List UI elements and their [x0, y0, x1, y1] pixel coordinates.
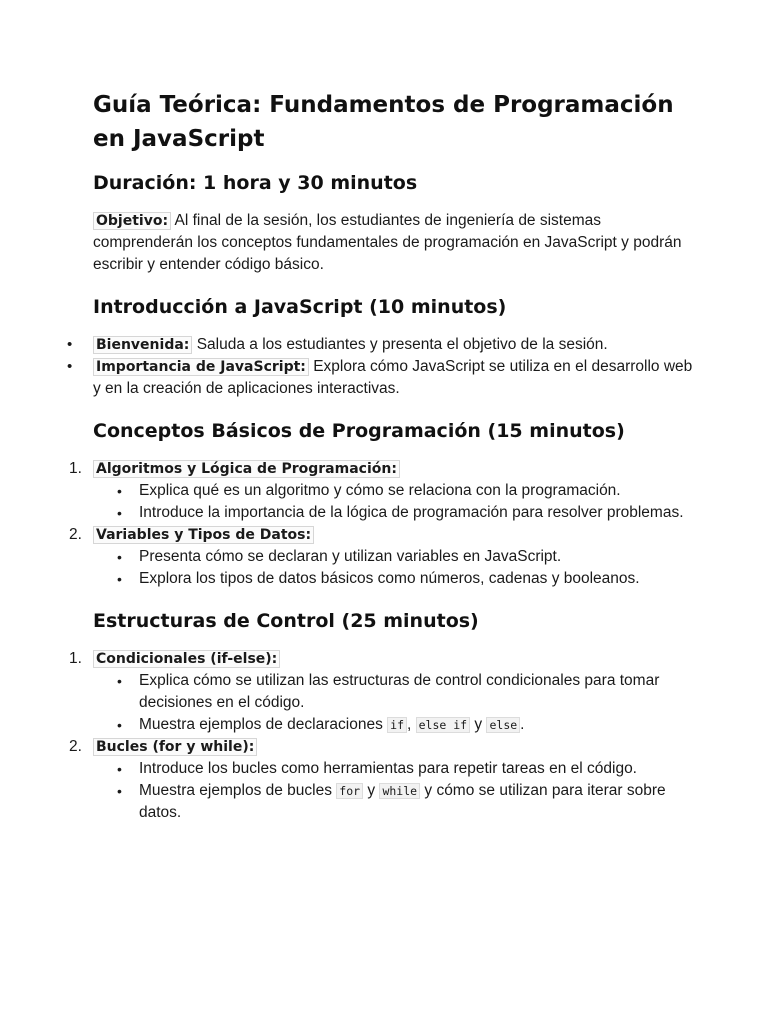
basics-item-label: Variables y Tipos de Datos:	[93, 526, 314, 544]
control-list	[69, 648, 693, 824]
control-item-label: Bucles (for y while):	[93, 738, 257, 756]
duration-heading: Duración: 1 hora y 30 minutos	[93, 172, 418, 194]
control-item-label: Condicionales (if-else):	[93, 650, 280, 668]
intro-list	[93, 334, 693, 400]
sub-item: • Explica qué es un algoritmo y cómo se relaciona con la programación.	[139, 480, 693, 502]
list-number: 1.	[69, 460, 82, 477]
control-item-bucles	[69, 736, 693, 824]
control-sublist	[93, 670, 693, 736]
intro-item-importancia	[93, 356, 693, 400]
control-heading: Estructuras de Control (25 minutos)	[93, 610, 479, 632]
document-content	[69, 88, 693, 824]
sub-item-end: y cómo se utilizan para iterar sobre datos.	[139, 782, 666, 821]
document-title: Guía Teórica: Fundamentos de Programación en JavaScript	[93, 92, 674, 152]
objective-label: Objetivo:	[93, 212, 171, 230]
intro-heading: Introducción a JavaScript (10 minutos)	[93, 296, 507, 318]
code-while: while	[379, 783, 420, 799]
sub-item	[139, 714, 693, 736]
sub-item: • Presenta cómo se declaran y utilizan variables en JavaScript.	[139, 546, 693, 568]
sub-item: • Introduce la importancia de la lógica de programación para resolver problemas.	[139, 502, 693, 524]
intro-item-text: Explora cómo JavaScript se utiliza en el desarrollo web y en la creación de aplicaciones interactivas.	[93, 358, 693, 397]
basics-item-variables	[69, 524, 693, 590]
intro-item-text: Saluda a los estudiantes y presenta el objetivo de la sesión.	[192, 336, 608, 353]
sub-item: • Explora los tipos de datos básicos como números, cadenas y booleanos.	[139, 568, 693, 590]
basics-item-label: Algoritmos y Lógica de Programación:	[93, 460, 400, 478]
basics-item-algoritmos	[69, 458, 693, 524]
code-else-if: else if	[416, 717, 470, 733]
sub-item-separator: y	[363, 782, 380, 799]
sub-item	[139, 780, 693, 824]
list-number: 2.	[69, 738, 82, 755]
list-number: 2.	[69, 526, 82, 543]
code-for: for	[336, 783, 363, 799]
basics-heading: Conceptos Básicos de Programación (15 minutos)	[93, 420, 625, 442]
intro-item-label: Bienvenida:	[93, 336, 192, 354]
basics-list	[69, 458, 693, 590]
basics-sublist	[93, 546, 693, 590]
sub-item: • Explica cómo se utilizan las estructuras de control condicionales para tomar decisiones en el código.	[139, 670, 693, 714]
sub-item-text: Muestra ejemplos de declaraciones	[139, 716, 388, 733]
control-item-condicionales	[69, 648, 693, 736]
sub-item-separator: ,	[407, 716, 416, 733]
objective-paragraph	[93, 210, 693, 276]
sub-item-separator: y	[470, 716, 487, 733]
code-else: else	[486, 717, 520, 733]
code-if: if	[387, 717, 407, 733]
sub-item-text: Muestra ejemplos de bucles	[139, 782, 337, 799]
sub-item: • Introduce los bucles como herramientas para repetir tareas en el código.	[139, 758, 693, 780]
intro-item-bienvenida	[93, 334, 693, 356]
basics-sublist	[93, 480, 693, 524]
list-number: 1.	[69, 650, 82, 667]
sub-item-end: .	[520, 716, 525, 733]
objective-text: Al final de la sesión, los estudiantes de ingeniería de sistemas comprenderán los conceptos fundamentales de programación en JavaScript y podrán escribir y entender código básico.	[93, 212, 682, 273]
control-sublist	[93, 758, 693, 824]
intro-item-label: Importancia de JavaScript:	[93, 358, 309, 376]
